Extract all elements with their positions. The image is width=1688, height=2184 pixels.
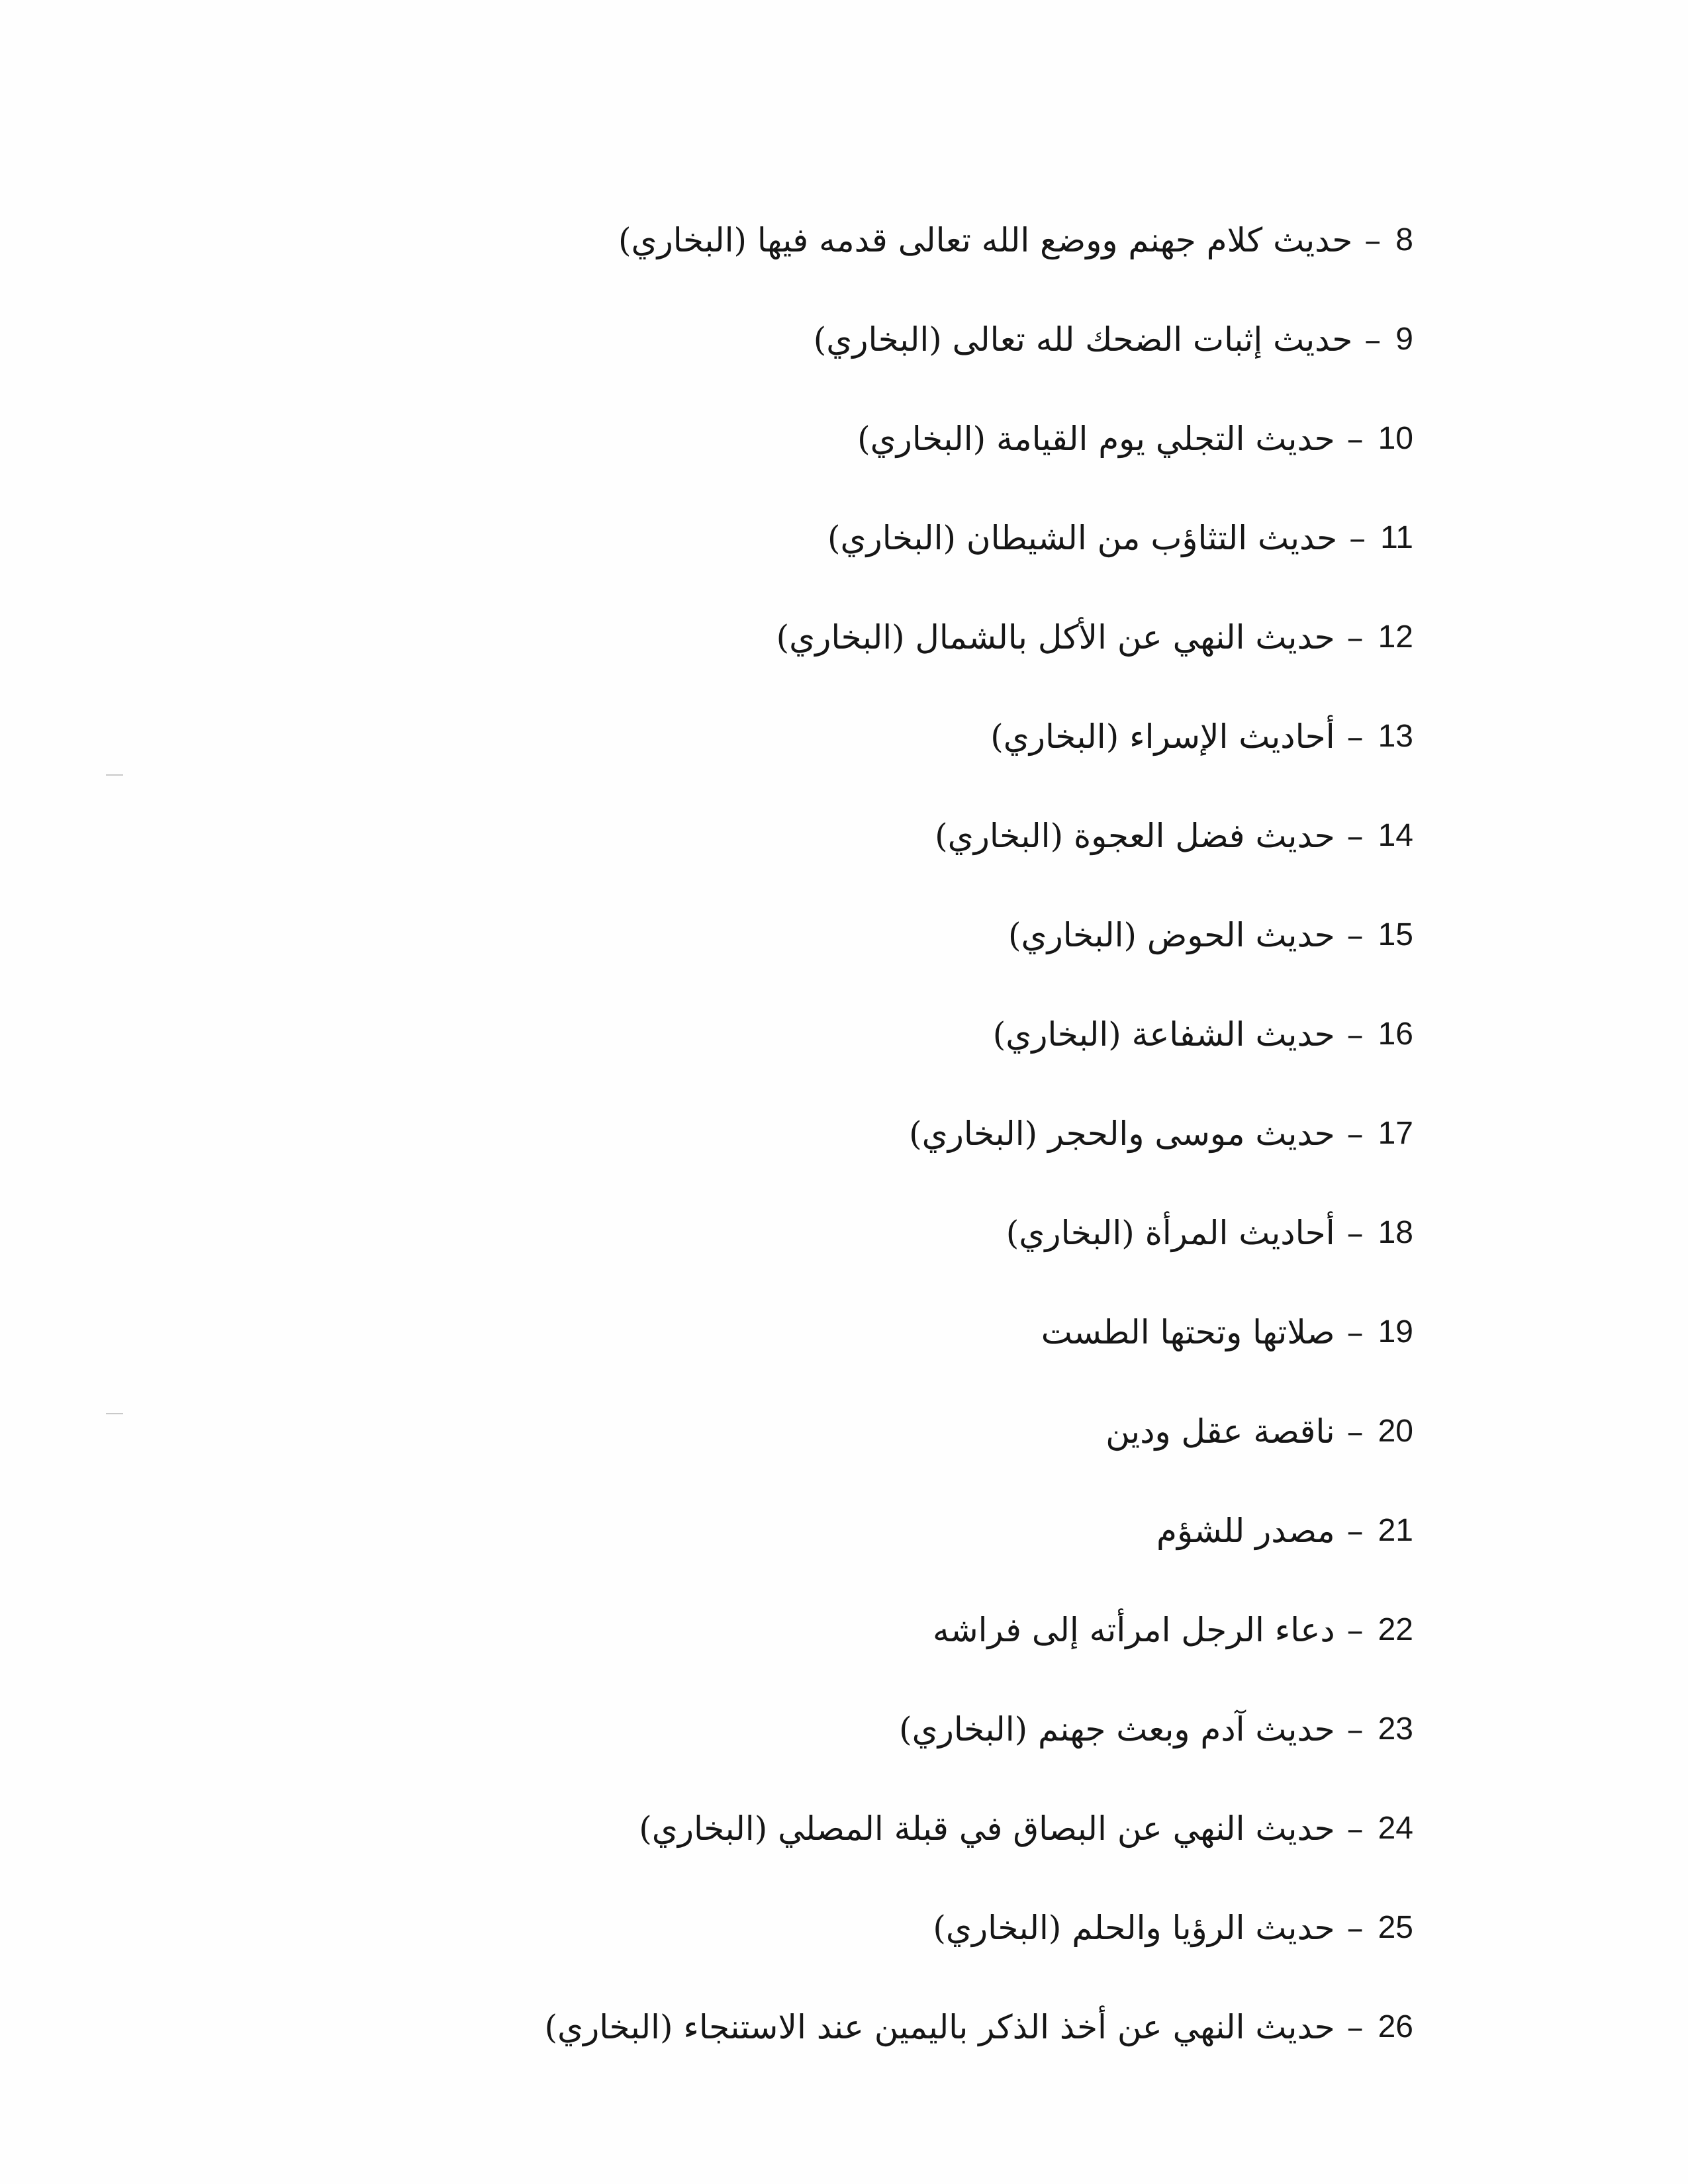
item-text: حديث إثبات الضحك لله تعالى (البخاري)	[813, 320, 1353, 359]
item-number: 24	[1378, 1811, 1413, 1846]
item-separator: –	[1346, 1115, 1364, 1153]
item-number: 21	[1378, 1513, 1413, 1548]
item-text: حديث الشفاعة (البخاري)	[992, 1015, 1335, 1054]
item-separator: –	[1346, 1214, 1364, 1252]
item-separator: –	[1346, 717, 1364, 756]
item-number: 20	[1378, 1414, 1413, 1449]
item-text: حديث النهي عن البصاق في قبلة المصلي (البخاري)	[639, 1809, 1335, 1848]
list-item	[1156, 1494, 1413, 1567]
list-item	[933, 1594, 1413, 1666]
item-number: 16	[1378, 1017, 1413, 1052]
list-item	[899, 1693, 1413, 1766]
item-text: حديث التجلي يوم القيامة (البخاري)	[857, 420, 1335, 458]
item-separator: –	[1346, 916, 1364, 954]
item-separator: –	[1346, 1412, 1364, 1451]
list-item	[1105, 1395, 1413, 1468]
item-number: 11	[1380, 520, 1413, 555]
list-item	[1008, 899, 1413, 972]
item-number: 8	[1395, 222, 1413, 257]
item-text: مصدر للشؤم	[1156, 1512, 1335, 1550]
item-separator: –	[1346, 1909, 1364, 1947]
item-text: صلاتها وتحتها الطست	[1041, 1313, 1335, 1351]
list-item	[857, 402, 1413, 475]
item-number: 25	[1378, 1910, 1413, 1945]
item-number: 17	[1378, 1116, 1413, 1151]
item-number: 15	[1378, 917, 1413, 952]
list-item	[935, 799, 1413, 872]
item-separator: –	[1346, 618, 1364, 657]
item-text: حديث التثاؤب من الشيطان (البخاري)	[827, 519, 1338, 557]
list-item	[814, 303, 1413, 376]
item-separator: –	[1346, 1710, 1364, 1749]
item-text: دعاء الرجل امرأته إلى فراشه	[932, 1611, 1335, 1649]
item-text: حديث النهي عن أخذ الذكر باليمين عند الاستنجاء (البخاري)	[544, 2008, 1335, 2046]
list-item	[618, 204, 1413, 277]
list-item	[909, 1097, 1413, 1170]
item-text: حديث النهي عن الأكل بالشمال (البخاري)	[776, 618, 1335, 657]
item-separator: –	[1346, 1809, 1364, 1848]
item-separator: –	[1346, 1313, 1364, 1351]
list-item	[639, 1792, 1413, 1865]
item-text: حديث الحوض (البخاري)	[1008, 916, 1335, 954]
item-separator: –	[1364, 320, 1382, 359]
item-number: 12	[1378, 619, 1413, 655]
item-text: حديث آدم وبعث جهنم (البخاري)	[899, 1710, 1335, 1749]
list-item	[1041, 1296, 1413, 1369]
item-separator: –	[1346, 420, 1364, 458]
item-number: 9	[1395, 322, 1413, 357]
item-text: ناقصة عقل ودين	[1105, 1412, 1335, 1451]
scan-mark	[106, 774, 123, 776]
list-item	[544, 1991, 1413, 2064]
item-text: أحاديث الإسراء (البخاري)	[990, 717, 1335, 756]
item-separator: –	[1346, 817, 1364, 855]
list-item	[933, 1891, 1413, 1964]
item-text: حديث كلام جهنم ووضع الله تعالى قدمه فيها (البخاري)	[618, 221, 1353, 259]
item-text: حديث الرؤيا والحلم (البخاري)	[933, 1909, 1335, 1947]
list-item	[993, 998, 1413, 1071]
item-separator: –	[1349, 519, 1366, 557]
item-number: 13	[1378, 719, 1413, 754]
item-separator: –	[1346, 1015, 1364, 1054]
list-item	[1006, 1197, 1413, 1269]
list-item	[990, 700, 1413, 773]
item-number: 23	[1378, 1711, 1413, 1747]
list-item	[827, 502, 1413, 574]
item-number: 22	[1378, 1612, 1413, 1647]
item-number: 14	[1378, 818, 1413, 853]
item-text: أحاديث المرأة (البخاري)	[1006, 1214, 1335, 1252]
item-number: 10	[1378, 421, 1413, 456]
item-separator: –	[1346, 1512, 1364, 1550]
item-number: 19	[1378, 1314, 1413, 1349]
scan-mark	[106, 1413, 123, 1414]
item-number: 18	[1378, 1215, 1413, 1250]
item-separator: –	[1364, 221, 1382, 259]
item-separator: –	[1346, 2008, 1364, 2046]
item-text: حديث فضل العجوة (البخاري)	[935, 817, 1335, 855]
item-separator: –	[1346, 1611, 1364, 1649]
item-number: 26	[1378, 2009, 1413, 2044]
item-text: حديث موسى والحجر (البخاري)	[909, 1115, 1335, 1153]
list-item	[776, 601, 1413, 674]
